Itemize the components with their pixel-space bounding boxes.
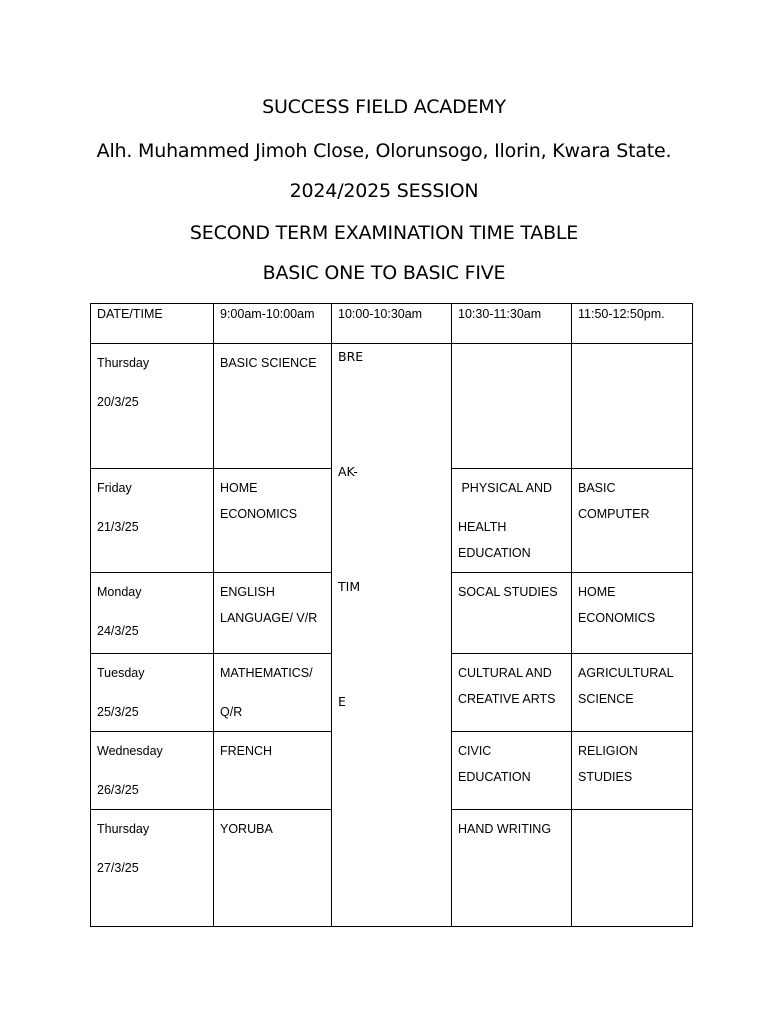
day-label: Friday [97,481,132,495]
subject-label: ENGLISH [220,585,275,599]
break-text-line: AK- [338,464,358,479]
subject-label: MATHEMATICS/ [220,666,313,680]
subject-cell [452,344,572,469]
subject-label: BASIC COMPUTER [578,481,650,521]
date-label: 20/3/25 [97,395,139,409]
subject-cell [452,573,572,654]
timetable-title: SECOND TERM EXAMINATION TIME TABLE [189,222,579,244]
exam-timetable [90,303,693,927]
break-time-cell [332,344,452,927]
day-label: Thursday [97,356,150,370]
date-cell [91,732,214,810]
subject-cell [214,573,332,654]
subject-label: ECONOMICS [578,611,656,625]
school-name: SUCCESS FIELD ACADEMY [262,96,506,118]
subject-label: CREATIVE ARTS [458,692,556,706]
column-header: 10:30-11:30am [452,304,572,344]
break-text-line: E [338,694,346,709]
subject-cell [214,654,332,732]
column-header: 9:00am-10:00am [214,304,332,344]
subject-cell [572,810,693,927]
date-label: 25/3/25 [97,705,139,719]
subject-cell [452,469,572,573]
subject-label: HOME [578,585,616,599]
day-label: Thursday [97,822,150,836]
break-text-line: TIM [338,579,361,594]
date-label: 21/3/25 [97,520,139,534]
subject-label: SCIENCE [578,692,634,706]
date-label: 27/3/25 [97,861,139,875]
subject-label: HOME [220,481,258,495]
column-header: 10:00-10:30am [332,304,452,344]
day-label: Tuesday [97,666,145,680]
table-row [91,344,693,469]
break-text-line: BRE [338,349,364,364]
subject-label: Q/R [220,705,243,719]
subject-cell [214,810,332,927]
date-label: 24/3/25 [97,624,139,638]
column-header: 11:50-12:50pm. [572,304,693,344]
subject-cell [572,469,693,573]
subject-label: HEALTH [458,520,507,534]
subject-cell [572,344,693,469]
classes-label: BASIC ONE TO BASIC FIVE [262,262,506,284]
day-label: Monday [97,585,142,599]
subject-label: HAND WRITING [458,822,552,836]
subject-label: CULTURAL AND [458,666,552,680]
subject-label: SOCAL STUDIES [458,585,558,599]
date-cell [91,573,214,654]
subject-cell [214,344,332,469]
subject-label: EDUCATION [458,546,531,560]
table-header-row [91,304,693,344]
subject-cell [214,469,332,573]
subject-cell [572,654,693,732]
column-header: DATE/TIME [91,304,214,344]
subject-label: BASIC SCIENCE [220,356,317,370]
school-address: Alh. Muhammed Jimoh Close, Olorunsogo, Ilorin, Kwara State. [96,140,672,162]
subject-cell [572,573,693,654]
date-label: 26/3/25 [97,783,139,797]
subject-label: FRENCH [220,744,273,758]
subject-cell [214,732,332,810]
date-cell [91,469,214,573]
subject-label: ECONOMICS [220,507,298,521]
subject-cell [572,732,693,810]
date-cell [91,654,214,732]
subject-label: AGRICULTURAL [578,666,674,680]
date-cell [91,344,214,469]
subject-cell [452,654,572,732]
subject-label: PHYSICAL AND [458,481,553,495]
session-label: 2024/2025 SESSION [289,180,479,202]
subject-cell [452,732,572,810]
subject-label: YORUBA [220,822,273,836]
date-cell [91,810,214,927]
subject-label: CIVIC EDUCATION [458,744,531,784]
subject-label: LANGUAGE/ V/R [220,611,318,625]
subject-cell [452,810,572,927]
subject-label: RELIGION STUDIES [578,744,638,784]
day-label: Wednesday [97,744,163,758]
